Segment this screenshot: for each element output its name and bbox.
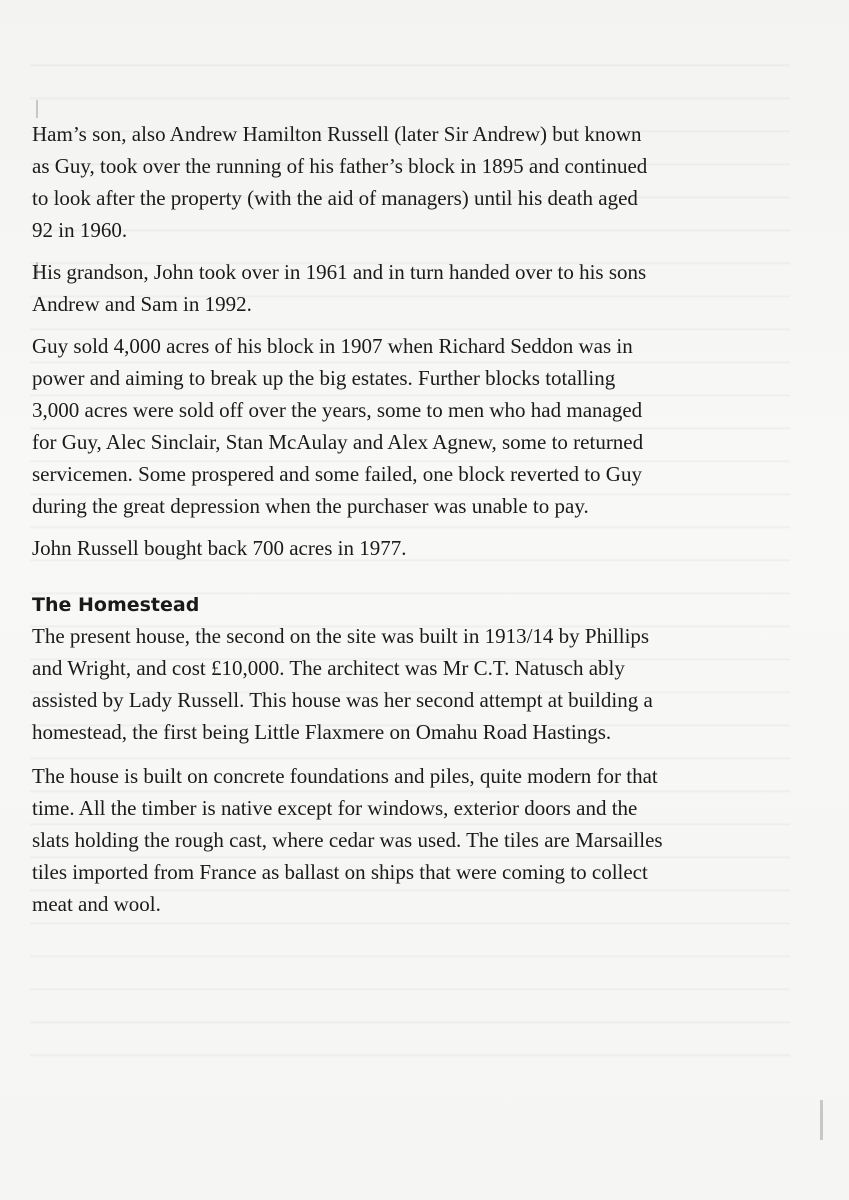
text-line: 92 in 1960. — [32, 218, 128, 242]
text-line: and Wright, and cost £10,000. The architect was Mr C.T. Natusch ably — [32, 656, 625, 680]
text-line: John Russell bought back 700 acres in 1977. — [32, 536, 407, 560]
text-line: during the great depression when the purchaser was unable to pay. — [32, 494, 589, 518]
text-line: power and aiming to break up the big estates. Further blocks totalling — [32, 366, 616, 390]
text-line: to look after the property (with the aid of managers) until his death aged — [32, 186, 638, 210]
paragraph-construction — [32, 760, 752, 920]
scan-mark — [36, 100, 38, 118]
paragraph-guy-russell — [32, 118, 752, 246]
text-line: homestead, the first being Little Flaxmere on Omahu Road Hastings. — [32, 720, 612, 744]
text-line: Guy sold 4,000 acres of his block in 1907 when Richard Seddon was in — [32, 334, 633, 358]
text-line: 3,000 acres were sold off over the years, some to men who had managed — [32, 398, 643, 422]
paragraph-land-sales — [32, 330, 752, 522]
paragraph-grandson — [32, 256, 752, 320]
text-line: The present house, the second on the site was built in 1913/14 by Phillips — [32, 624, 650, 648]
text-line: for Guy, Alec Sinclair, Stan McAulay and Alex Agnew, some to returned — [32, 430, 644, 454]
scan-mark — [820, 1100, 823, 1140]
text-line: Ham’s son, also Andrew Hamilton Russell (later Sir Andrew) but known — [32, 122, 642, 146]
text-line: assisted by Lady Russell. This house was her second attempt at building a — [32, 688, 653, 712]
document-body — [32, 118, 752, 920]
text-line: The house is built on concrete foundations and piles, quite modern for that — [32, 764, 658, 788]
text-line: time. All the timber is native except for windows, exterior doors and the — [32, 796, 638, 820]
text-line: slats holding the rough cast, where cedar was used. The tiles are Marsailles — [32, 828, 663, 852]
text-line: tiles imported from France as ballast on ships that were coming to collect — [32, 860, 648, 884]
section-heading: The Homestead — [32, 594, 200, 616]
paragraph-present-house — [32, 620, 752, 748]
text-line: His grandson, John took over in 1961 and in turn handed over to his sons — [32, 260, 647, 284]
paragraph-bought-back — [32, 532, 752, 564]
text-line: servicemen. Some prospered and some failed, one block reverted to Guy — [32, 462, 642, 486]
text-line: Andrew and Sam in 1992. — [32, 292, 252, 316]
text-line: meat and wool. — [32, 892, 161, 916]
text-line: as Guy, took over the running of his father’s block in 1895 and continued — [32, 154, 648, 178]
